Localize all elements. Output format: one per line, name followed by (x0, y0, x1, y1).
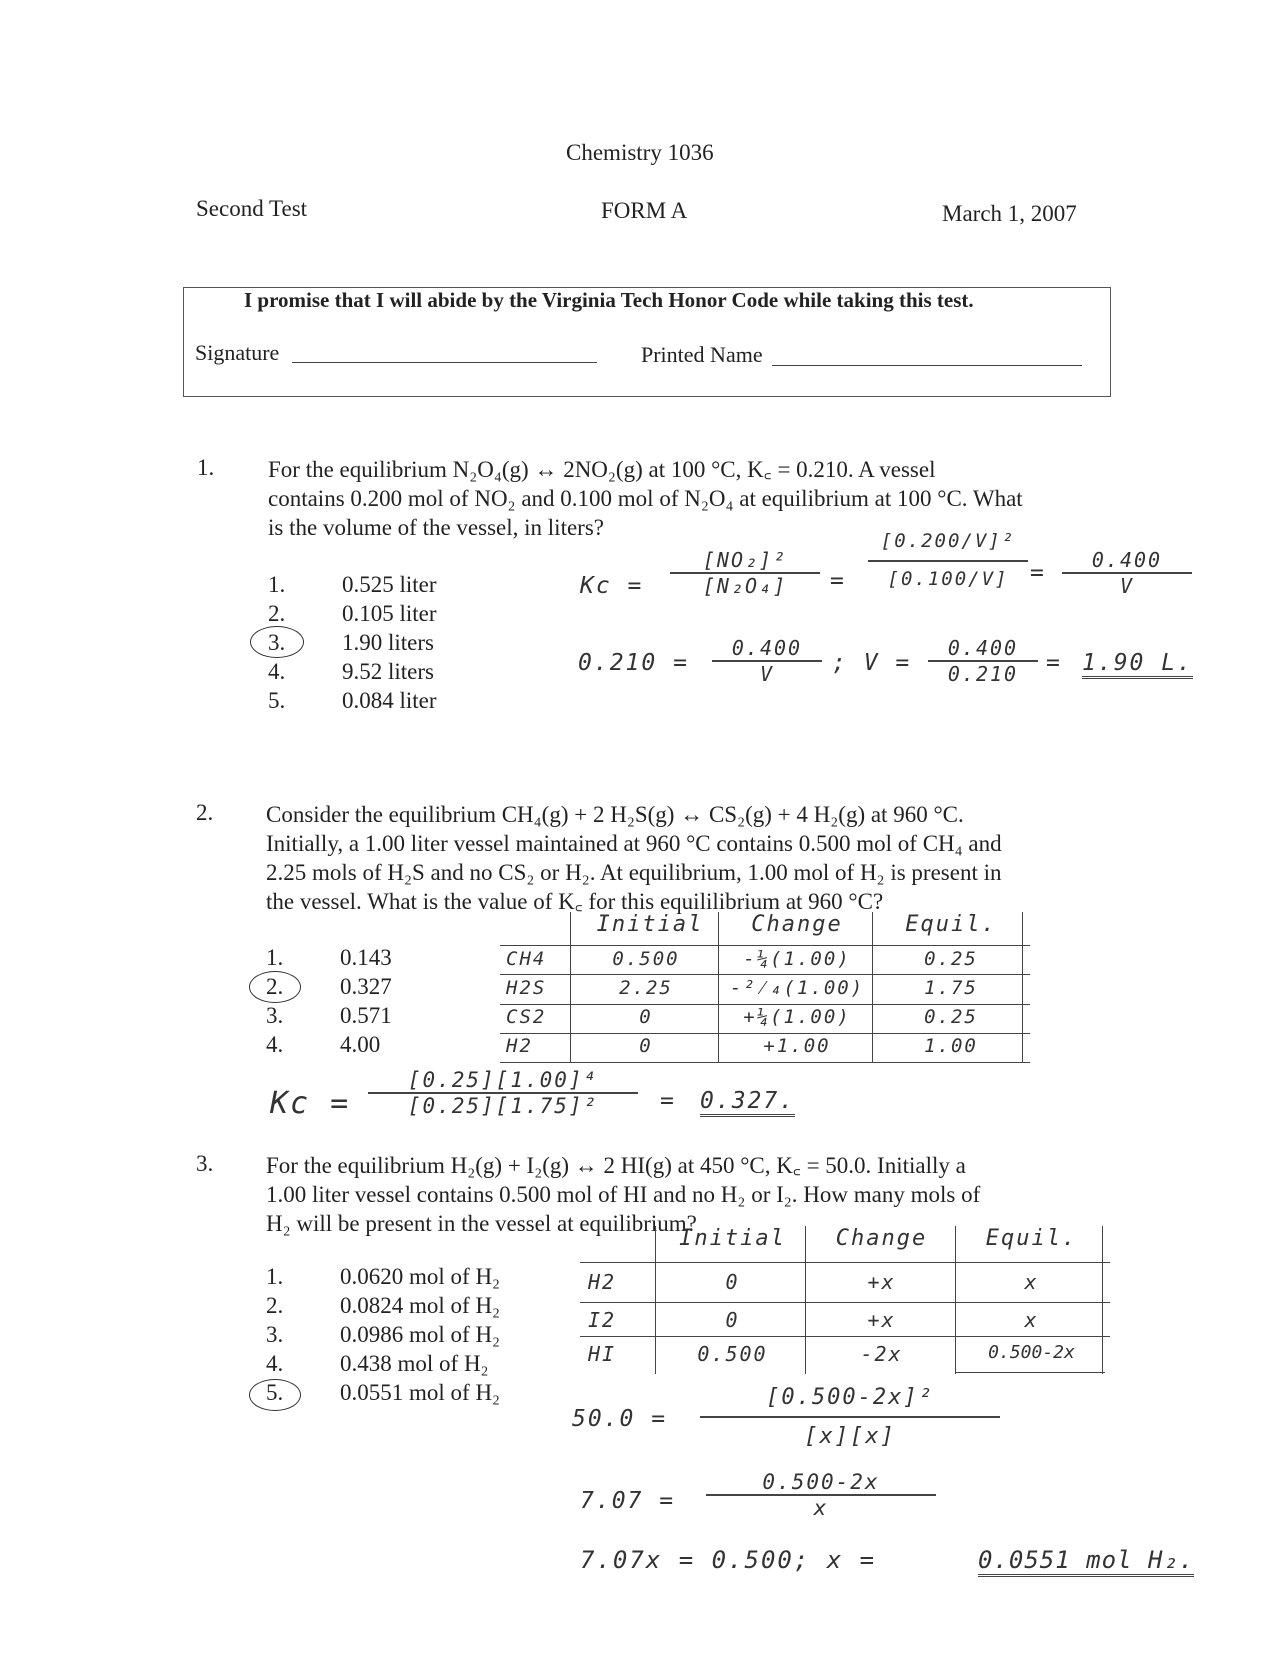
equation-lead: 50.0 = (572, 1406, 668, 1432)
table-cell: +x (867, 1270, 896, 1294)
question-1-number: 1. (197, 455, 215, 480)
table-cell: +¼(1.00) (743, 1006, 851, 1028)
table-cell: +1.00 (763, 1035, 831, 1057)
fraction-denominator: 0.210 (947, 662, 1019, 686)
answer-option[interactable]: 4. 0.438 mol of H₂ (266, 1351, 489, 1376)
answer-option[interactable]: 1. 0.0620 mol of H₂ (266, 1264, 501, 1289)
table-cell: -²⁄₄(1.00) (729, 977, 865, 999)
form-label: FORM A (601, 198, 688, 223)
question-1-line: For the equilibrium N₂O₄(g) ↔ 2NO₂(g) at 100 °C, K꜀ = 0.210. A vessel (268, 457, 936, 482)
table-header: Equil. (905, 912, 997, 937)
answer-option[interactable]: 1. 0.525 liter (268, 572, 437, 597)
table-cell: -¼(1.00) (743, 948, 851, 970)
fraction-denominator: V (1119, 574, 1135, 598)
table-cell: H2S (506, 977, 547, 999)
answer-option[interactable]: 2. 0.0824 mol of H₂ (266, 1293, 501, 1318)
table-cell: H2 (588, 1270, 617, 1294)
table-header: Initial (679, 1226, 786, 1251)
question-2-line: 2.25 mols of H₂S and no CS₂ or H₂. At equilibrium, 1.00 mol of H₂ is present in (266, 860, 1002, 885)
table-cell: 0.500 (697, 1342, 768, 1366)
printed-name-line[interactable] (772, 365, 1082, 366)
signature-line[interactable] (292, 362, 597, 363)
equation-fraction (700, 1385, 1000, 1449)
fraction-numerator: [0.25][1.00]⁴ (368, 1068, 638, 1094)
table-cell: H2 (506, 1035, 533, 1057)
answer-option[interactable]: 3. 0.0986 mol of H₂ (266, 1322, 501, 1347)
fraction-numerator: [0.200/V]² (868, 530, 1028, 562)
table-cell: x (1024, 1308, 1039, 1332)
volume-lead: ; V = (832, 650, 912, 676)
equation-fraction (706, 1470, 936, 1520)
equals-sign: = (830, 568, 846, 594)
question-1-line: is the volume of the vessel, in liters? (268, 515, 604, 540)
table-cell: CS2 (506, 1006, 547, 1028)
answer-option-selected[interactable]: 3. 1.90 liters (268, 630, 434, 655)
table-cell: 0.25 (924, 1006, 978, 1028)
table-cell: 0.500 (612, 948, 680, 970)
fraction-denominator: [0.100/V] (887, 568, 1009, 590)
question-3-text (266, 1151, 1126, 1238)
question-3-number: 3. (196, 1151, 214, 1176)
table-cell: x (1024, 1270, 1039, 1294)
table-header: Equil. (985, 1226, 1078, 1251)
question-1-line: contains 0.200 mol of NO₂ and 0.100 mol of N₂O₄ at equilibrium at 100 °C. What (268, 486, 1023, 511)
fraction-numerator: [0.500-2x]² (700, 1385, 1000, 1418)
fraction-denominator: x (813, 1496, 829, 1520)
equation-lead: 7.07 = (580, 1488, 676, 1514)
question-2-number: 2. (196, 800, 214, 825)
table-header: Change (751, 912, 843, 937)
table-cell: +x (867, 1308, 896, 1332)
fraction-denominator: [N₂O₄] (702, 574, 788, 598)
test-name: Second Test (196, 196, 308, 221)
table-cell: 0 (639, 1006, 653, 1028)
fraction-denominator: V (759, 662, 775, 686)
question-3-answer: 0.0551 mol H₂. (978, 1546, 1194, 1577)
course-title: Chemistry 1036 (566, 140, 714, 165)
table-cell: 0.500-2x (988, 1342, 1075, 1363)
table-header: Change (835, 1226, 928, 1251)
question-3-line: 1.00 liter vessel contains 0.500 mol of HI and no H₂ or I₂. How many mols of (266, 1182, 981, 1207)
signature-label: Signature (195, 340, 280, 365)
equals-sign: = (1030, 560, 1046, 586)
table-cell: 0 (725, 1308, 740, 1332)
ice-table-3 (580, 1226, 1110, 1373)
fraction-numerator: 0.400 (1062, 548, 1192, 574)
table-cell: 0 (639, 1035, 653, 1057)
fraction-numerator: 0.500-2x (706, 1470, 936, 1496)
equals-sign: = (660, 1088, 676, 1114)
question-1-text (268, 455, 1128, 542)
fraction-3 (1062, 548, 1192, 598)
table-cell: 0.25 (924, 948, 978, 970)
table-cell: -2x (860, 1342, 903, 1366)
kc-value-lead: 0.210 = (578, 650, 689, 676)
kc-label: Kc = (270, 1086, 351, 1121)
kc-fraction (368, 1068, 638, 1118)
answer-option[interactable]: 3. 0.571 (266, 1003, 392, 1028)
question-2-line: Initially, a 1.00 liter vessel maintained at 960 °C contains 0.500 mol of CH₄ and (266, 831, 1002, 856)
question-1-answer: 1.90 L. (1082, 650, 1193, 679)
answer-option[interactable]: 2. 0.105 liter (268, 601, 437, 626)
honor-pledge: I promise that I will abide by the Virginia Tech Honor Code while taking this test. (244, 288, 974, 312)
equals-sign: = (1046, 650, 1062, 676)
selected-answer-circle (249, 971, 301, 1003)
selected-answer-circle (250, 626, 304, 658)
table-cell: HI (588, 1342, 617, 1366)
question-3-options (266, 1262, 500, 1407)
fraction-5 (928, 636, 1038, 686)
kc-label: Kc = (580, 573, 644, 599)
selected-answer-circle (249, 1379, 301, 1411)
test-date: March 1, 2007 (942, 201, 1077, 226)
question-2-text (266, 800, 1126, 916)
question-3-line: H₂ will be present in the vessel at equilibrium? (266, 1211, 697, 1236)
answer-option[interactable]: 5. 0.084 liter (268, 688, 437, 713)
fraction-denominator: [0.25][1.75]² (407, 1094, 599, 1118)
table-header: Initial (596, 912, 704, 937)
table-cell: 0 (725, 1270, 740, 1294)
table-cell: 2.25 (619, 977, 673, 999)
answer-option[interactable]: 1. 0.143 (266, 945, 392, 970)
question-2-answer: 0.327. (700, 1088, 795, 1117)
answer-option[interactable]: 4. 9.52 liters (268, 659, 434, 684)
answer-option-selected[interactable]: 5. 0.0551 mol of H₂ (266, 1380, 501, 1405)
question-2-line: the vessel. What is the value of K꜀ for this equililibrium at 960 °C? (266, 889, 884, 914)
fraction-numerator: 0.400 (712, 636, 822, 662)
ice-table-2 (500, 912, 1030, 1065)
table-cell: 1.00 (924, 1035, 978, 1057)
fraction-1 (670, 548, 820, 598)
answer-option-selected[interactable]: 2. 0.327 (266, 974, 392, 999)
fraction-4 (712, 636, 822, 686)
fraction-2 (868, 530, 1028, 590)
printed-name-label: Printed Name (641, 342, 763, 367)
fraction-numerator: [NO₂]² (670, 548, 820, 574)
question-3-line: For the equilibrium H₂(g) + I₂(g) ↔ 2 HI(g) at 450 °C, K꜀ = 50.0. Initially a (266, 1153, 966, 1178)
fraction-denominator: [x][x] (804, 1424, 896, 1449)
final-equation: 7.07x = 0.500; x = (580, 1546, 877, 1574)
question-2-line: Consider the equilibrium CH₄(g) + 2 H₂S(g) ↔ CS₂(g) + 4 H₂(g) at 960 °C. (266, 802, 964, 827)
table-cell: CH4 (506, 948, 547, 970)
answer-option[interactable]: 4. 4.00 (266, 1032, 381, 1057)
table-cell: 1.75 (924, 977, 978, 999)
table-cell: I2 (588, 1308, 617, 1332)
fraction-numerator: 0.400 (928, 636, 1038, 662)
